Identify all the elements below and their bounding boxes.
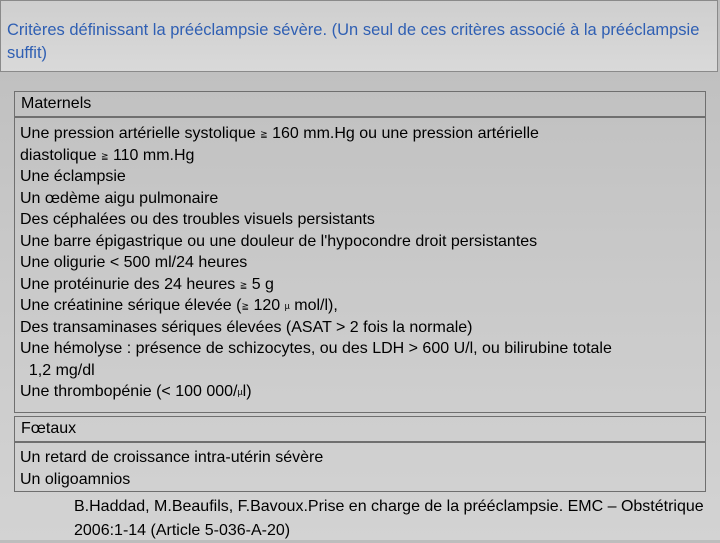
criterion-item bbox=[20, 360, 95, 382]
title-box bbox=[0, 0, 718, 72]
criterion-text: diastolique bbox=[20, 146, 101, 164]
criterion-text: 120 bbox=[249, 297, 285, 314]
criterion-text: Une thrombopénie (< 100 000/ bbox=[20, 383, 238, 400]
criterion-text: l) bbox=[242, 383, 252, 400]
criterion-text: 5 g bbox=[247, 275, 274, 293]
symbol-glyph: ≧ bbox=[260, 129, 268, 139]
criterion-item bbox=[20, 188, 218, 210]
fetal-heading: Fœtaux bbox=[21, 420, 77, 437]
criterion-text: Une créatinine sérique élevée ( bbox=[20, 297, 242, 314]
criterion-text: Une oligurie < 500 ml/24 heures bbox=[20, 254, 248, 271]
criterion-item bbox=[20, 274, 274, 297]
criterion-text: 160 mm.Hg ou une pression artérielle bbox=[267, 125, 539, 142]
criterion-item bbox=[20, 231, 537, 253]
criterion-text: Une pression artérielle systolique bbox=[20, 125, 261, 142]
criterion-text: Un oligoamnios bbox=[20, 470, 131, 488]
criterion-item bbox=[20, 123, 539, 146]
criterion-text: Une barre épigastrique ou une douleur de l'hypocondre droit persistantes bbox=[20, 232, 538, 250]
fetal-header-box bbox=[14, 416, 706, 442]
criterion-item bbox=[20, 252, 247, 274]
criterion-item bbox=[20, 145, 194, 168]
criterion-text: Une hémolyse : présence de schizocytes, ou des LDH > 600 U/l, ou bilirubine totale bbox=[20, 340, 612, 357]
criterion-item bbox=[20, 381, 252, 404]
criterion-item bbox=[20, 469, 130, 491]
reference-citation: B.Haddad, M.Beaufils, F.Bavoux.Prise en charge de la prééclampsie. EMC – Obstétrique 2006:1-14 (Article 5-036-A-20) bbox=[74, 498, 704, 539]
criterion-text: 110 mm.Hg bbox=[108, 146, 195, 164]
symbol-glyph: ≧ bbox=[241, 301, 250, 311]
criterion-text: Un œdème aigu pulmonaire bbox=[20, 189, 219, 207]
criterion-text: Des transaminases sériques élevées (ASAT > 2 fois la normale) bbox=[20, 318, 473, 336]
criterion-text: Une protéinurie des 24 heures bbox=[20, 275, 240, 293]
symbol-glyph: µ bbox=[284, 301, 290, 311]
criterion-text: Un retard de croissance intra-utérin sévère bbox=[20, 449, 324, 466]
criterion-item bbox=[20, 338, 612, 360]
symbol-glyph: ≧ bbox=[239, 279, 248, 290]
symbol-glyph: µ bbox=[237, 387, 243, 397]
criterion-text: mol/l), bbox=[289, 297, 338, 314]
criterion-item bbox=[20, 295, 338, 318]
criterion-text: Des céphalées ou des troubles visuels persistants bbox=[20, 211, 375, 228]
criterion-item bbox=[20, 166, 126, 188]
maternal-heading: Maternels bbox=[21, 95, 92, 112]
criterion-text: 1,2 mg/dl bbox=[20, 361, 95, 379]
criterion-item bbox=[20, 317, 473, 339]
symbol-glyph: ≧ bbox=[100, 150, 109, 161]
criterion-text: Une éclampsie bbox=[20, 168, 126, 185]
criterion-item bbox=[20, 209, 375, 231]
criterion-item bbox=[20, 447, 323, 469]
slide-title: Critères définissant la prééclampsie sévère. (Un seul de ces critères associé à la prééclampsie suffit) bbox=[7, 21, 700, 62]
maternal-header-box bbox=[14, 91, 706, 117]
